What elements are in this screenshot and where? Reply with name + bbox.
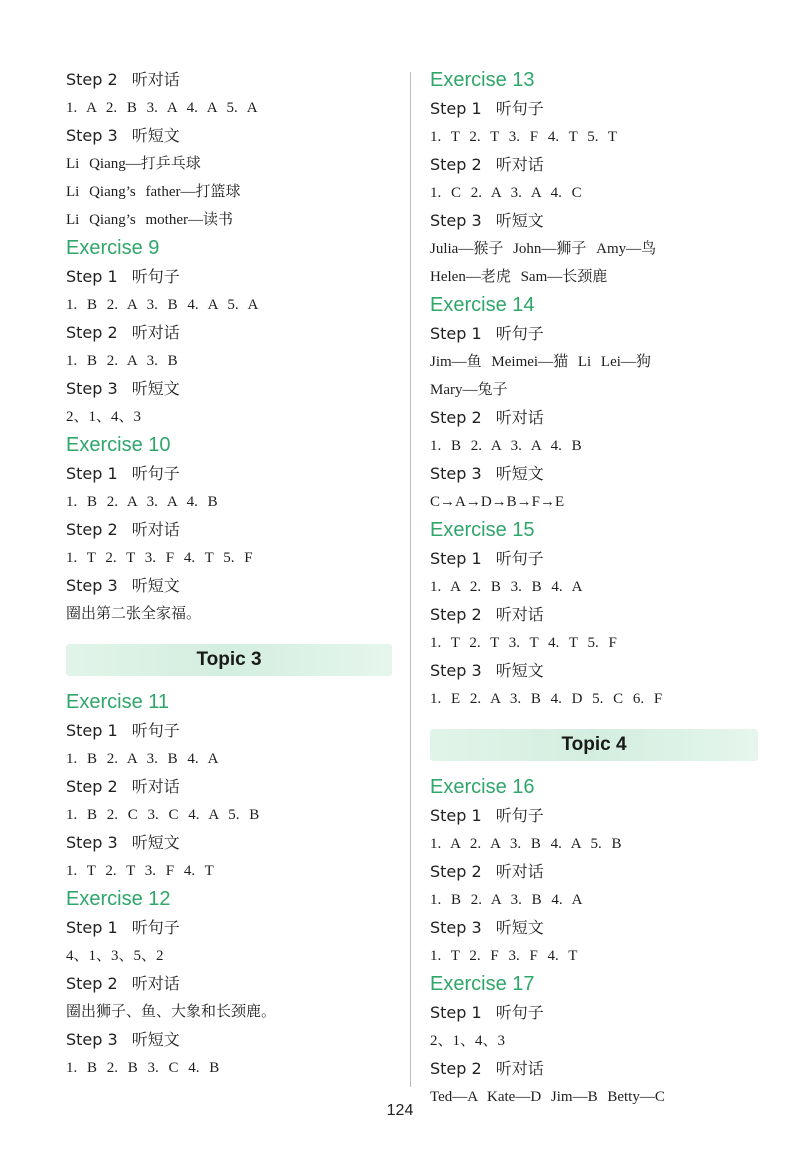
step-label: Step 2 — [66, 323, 118, 342]
step-label: Step 3 — [430, 661, 482, 680]
step-label: Step 1 — [66, 267, 118, 286]
exercise-title: Exercise 16 — [430, 776, 535, 798]
step-label: Step 3 — [66, 576, 118, 595]
step-label: Step 3 — [66, 1030, 118, 1049]
step-heading — [66, 516, 392, 544]
step-title: 听短文 — [131, 1030, 180, 1049]
step-title: 听对话 — [495, 862, 544, 881]
step-title: 听短文 — [131, 379, 180, 398]
answer-line: 1. E 2. A 3. B 4. D 5. C 6. F — [430, 691, 663, 707]
step-heading — [430, 460, 758, 488]
step-heading — [430, 914, 758, 942]
step-label: Step 2 — [430, 1059, 482, 1078]
step-title: 听句子 — [495, 324, 544, 343]
step-title: 听对话 — [131, 777, 180, 796]
left-column — [66, 66, 392, 1082]
step-heading — [430, 545, 758, 573]
step-label: Step 1 — [66, 464, 118, 483]
answer-line: 1. T 2. F 3. F 4. T — [430, 948, 578, 964]
answer-line: 1. B 2. A 3. A 4. B — [430, 438, 582, 454]
step-label: Step 3 — [66, 833, 118, 852]
step-heading — [66, 1026, 392, 1054]
step-title: 听短文 — [131, 576, 180, 595]
answer-line: 1. B 2. A 3. A 4. B — [66, 494, 218, 510]
page-number: 124 — [386, 1102, 414, 1119]
answer-line: 1. T 2. T 3. F 4. T 5. F — [66, 550, 253, 566]
step-title: 听对话 — [131, 974, 180, 993]
exercise-title: Exercise 14 — [430, 294, 535, 316]
answer-line: 1. A 2. B 3. A 4. A 5. A — [66, 100, 258, 116]
answer-line: Helen—老虎 Sam—长颈鹿 — [430, 269, 608, 285]
step-title: 听句子 — [131, 918, 180, 937]
step-label: Step 3 — [66, 379, 118, 398]
step-heading — [430, 404, 758, 432]
step-title: 听对话 — [131, 520, 180, 539]
step-title: 听对话 — [495, 155, 544, 174]
step-title: 听句子 — [495, 1003, 544, 1022]
answer-line: 圈出第二张全家福。 — [66, 606, 202, 622]
step-heading — [66, 375, 392, 403]
topic-header: Topic 3 — [66, 644, 392, 676]
answer-line: 1. A 2. B 3. B 4. A — [430, 579, 583, 595]
answer-line: 1. T 2. T 3. T 4. T 5. F — [430, 635, 617, 651]
step-heading — [66, 717, 392, 745]
answer-line: 1. T 2. T 3. F 4. T 5. T — [430, 129, 618, 145]
step-label: Step 1 — [430, 324, 482, 343]
answer-line: 1. B 2. A 3. B 4. A — [66, 751, 219, 767]
step-heading — [430, 802, 758, 830]
answer-line: 1. C 2. A 3. A 4. C — [430, 185, 582, 201]
step-heading — [66, 66, 392, 94]
step-title: 听句子 — [131, 721, 180, 740]
answer-line: 1. B 2. B 3. C 4. B — [66, 1060, 220, 1076]
step-title: 听对话 — [495, 605, 544, 624]
step-title: 听句子 — [131, 464, 180, 483]
step-label: Step 2 — [430, 605, 482, 624]
step-title: 听短文 — [495, 211, 544, 230]
step-label: Step 3 — [430, 211, 482, 230]
step-label: Step 1 — [430, 99, 482, 118]
step-heading — [66, 460, 392, 488]
topic-header: Topic 4 — [430, 729, 758, 761]
step-label: Step 1 — [430, 549, 482, 568]
step-title: 听对话 — [131, 70, 180, 89]
step-heading — [66, 263, 392, 291]
answer-line: 1. T 2. T 3. F 4. T — [66, 863, 214, 879]
step-label: Step 2 — [430, 408, 482, 427]
exercise-title: Exercise 15 — [430, 519, 535, 541]
step-label: Step 2 — [430, 862, 482, 881]
step-label: Step 2 — [66, 520, 118, 539]
step-title: 听短文 — [495, 661, 544, 680]
step-title: 听短文 — [495, 464, 544, 483]
exercise-title: Exercise 12 — [66, 888, 171, 910]
step-title: 听对话 — [131, 323, 180, 342]
step-heading — [66, 773, 392, 801]
step-heading — [430, 999, 758, 1027]
answer-line: 4、1、3、5、2 — [66, 948, 164, 964]
answer-line: 圈出狮子、鱼、大象和长颈鹿。 — [66, 1004, 277, 1020]
step-label: Step 1 — [430, 806, 482, 825]
step-title: 听短文 — [131, 126, 180, 145]
exercise-title: Exercise 13 — [430, 69, 535, 91]
step-label: Step 1 — [66, 918, 118, 937]
step-label: Step 2 — [66, 70, 118, 89]
step-label: Step 2 — [66, 777, 118, 796]
step-heading — [430, 207, 758, 235]
step-heading — [66, 914, 392, 942]
step-label: Step 1 — [66, 721, 118, 740]
step-heading — [66, 319, 392, 347]
step-title: 听短文 — [495, 918, 544, 937]
step-heading — [66, 122, 392, 150]
answer-line: 2、1、4、3 — [66, 409, 142, 425]
step-title: 听句子 — [495, 99, 544, 118]
answer-line: 1. A 2. A 3. B 4. A 5. B — [430, 836, 622, 852]
step-label: Step 3 — [430, 464, 482, 483]
answer-line: 1. B 2. A 3. B 4. A 5. A — [66, 297, 259, 313]
answer-line: 1. B 2. C 3. C 4. A 5. B — [66, 807, 260, 823]
column-divider — [410, 72, 411, 1087]
step-title: 听句子 — [495, 549, 544, 568]
step-title: 听对话 — [495, 408, 544, 427]
step-title: 听句子 — [495, 806, 544, 825]
answer-line: Li Qiang’s father—打篮球 — [66, 184, 241, 200]
step-heading — [430, 657, 758, 685]
step-heading — [66, 572, 392, 600]
step-label: Step 1 — [430, 1003, 482, 1022]
step-label: Step 2 — [430, 155, 482, 174]
step-title: 听短文 — [131, 833, 180, 852]
answer-line: Li Qiang—打乒乓球 — [66, 156, 201, 172]
answer-line: 2、1、4、3 — [430, 1033, 506, 1049]
step-heading — [430, 858, 758, 886]
answer-line: Ted—A Kate—D Jim—B Betty—C — [430, 1089, 665, 1105]
exercise-title: Exercise 11 — [66, 691, 170, 713]
answer-line: C→A→D→B→F→E — [430, 494, 565, 510]
step-heading — [430, 1055, 758, 1083]
answer-line: 1. B 2. A 3. B — [66, 353, 178, 369]
exercise-title: Exercise 9 — [66, 237, 160, 259]
answer-line: Julia—猴子 John—狮子 Amy—鸟 — [430, 241, 657, 257]
step-heading — [430, 320, 758, 348]
answer-line: Mary—兔子 — [430, 382, 508, 398]
step-label: Step 3 — [66, 126, 118, 145]
answer-line: 1. B 2. A 3. B 4. A — [430, 892, 583, 908]
step-heading — [66, 829, 392, 857]
step-label: Step 3 — [430, 918, 482, 937]
answer-line: Li Qiang’s mother—读书 — [66, 212, 233, 228]
step-label: Step 2 — [66, 974, 118, 993]
step-heading — [430, 601, 758, 629]
step-heading — [430, 95, 758, 123]
step-title: 听对话 — [495, 1059, 544, 1078]
exercise-title: Exercise 17 — [430, 973, 535, 995]
right-column — [430, 66, 758, 1111]
step-heading — [66, 970, 392, 998]
step-title: 听句子 — [131, 267, 180, 286]
step-heading — [430, 151, 758, 179]
answer-line: Jim—鱼 Meimei—猫 Li Lei—狗 — [430, 354, 651, 370]
exercise-title: Exercise 10 — [66, 434, 171, 456]
